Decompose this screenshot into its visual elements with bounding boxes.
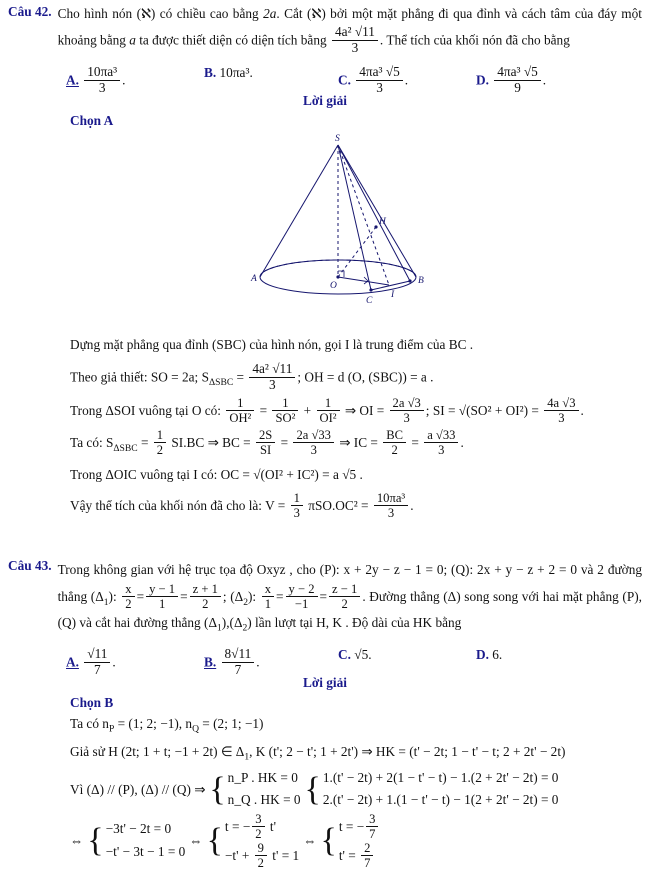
q43-statement-part-3: ; (Δ: [222, 589, 244, 605]
q43-answers: [8, 646, 642, 677]
q43-d1-x-num: x: [125, 581, 132, 596]
q42-step-3-f3n: 1: [324, 395, 332, 410]
figure-label-A: A: [251, 274, 257, 285]
q43-answer-d-tail: .: [498, 647, 503, 662]
figure-label-B: B: [418, 276, 424, 287]
q42-step-1: Dựng mặt phẳng qua đỉnh (SBC) của hình nón, gọi I là trung điểm của BC .: [70, 337, 474, 353]
q43-chosen-answer: Chọn B: [70, 695, 114, 710]
q43-statement-part-5: . Đường thẳng (Δ) song song với hai mặt phẳng (P),(Q) và cắt hai đường thẳng (Δ: [57, 589, 642, 631]
q42-area-fraction-num: 4a² √11: [334, 23, 375, 39]
q43-w3-right-stack: [323, 767, 559, 812]
q42-answer-c-den: 3: [356, 80, 403, 96]
q42-answer-b-key: B.: [204, 65, 217, 81]
q42-solution-steps: [70, 331, 642, 520]
q43-sub-4: 2: [242, 622, 248, 634]
q43-w4-brace-2: {: [206, 822, 223, 860]
q42-answer-c-num: 4πa³ √5: [359, 64, 400, 80]
q42-step-4-d: =: [277, 434, 292, 450]
q43-w4-system-1: [87, 818, 185, 863]
q43-w4-r2-frac: [361, 841, 373, 870]
q42-step-3-semi: ; SI = √(SO² + OI²) =: [425, 402, 543, 418]
q43-statement-part-2: ):: [108, 589, 121, 605]
q43-d2-x-den: 1: [262, 596, 274, 611]
q43-d1-y-num: y − 1: [149, 581, 176, 596]
q42-step-6-f1n: 1: [293, 491, 300, 506]
q42-step-3-frac-4: [390, 396, 424, 425]
q42-step-3-f5n: 4a √3: [547, 395, 576, 410]
q42-statement-part-5: ta được thiết diện có diện tích bằng: [135, 32, 330, 48]
q43-w3-right-brace: {: [304, 770, 321, 808]
q42-step-3-f4n: 2a √3: [392, 395, 421, 410]
question-42: [8, 4, 642, 524]
q43-statement-part-6: ),(Δ: [221, 615, 243, 631]
q43-w3-left-system: [209, 767, 300, 812]
q42-step-3-a: Trong ΔSOI vuông tại O có:: [70, 402, 225, 418]
cone-svg: [8, 131, 650, 323]
q43-w3-l1: n_P . HK = 0: [227, 769, 298, 785]
q42-step-5: Trong ΔOIC vuông tại I có: OC = √(OI² + IC²) = a √5 .: [70, 467, 363, 483]
q43-d2-z-den: 2: [329, 596, 360, 611]
q42-step-3-f3d: OI²: [317, 410, 340, 425]
q43-d2-z-num: z − 1: [332, 581, 358, 596]
q43-statement-row: [8, 558, 642, 637]
q43-w4-iff-3: ⇔: [303, 833, 317, 849]
cone-figure: [8, 131, 642, 323]
q42-answer-c-tail: .: [404, 72, 409, 88]
q43-w4-brace-3: {: [320, 822, 337, 860]
q43-d2-x-num: x: [264, 581, 272, 596]
q43-answer-d[interactable]: [476, 647, 502, 663]
q43-answer-b-tail: .: [256, 654, 260, 670]
q43-w4-m2: [225, 841, 299, 870]
q42-step-4-f: =: [408, 434, 423, 450]
q42-step-3: [70, 396, 642, 425]
q43-w4-m1: [225, 812, 299, 841]
q42-step-2-den: 3: [249, 377, 295, 393]
q42-answer-c-key: C.: [338, 72, 351, 88]
q43-statement: Trong không gian với hệ trục tọa độ Oxyz , cho (P): x + 2y − z − 1 = 0; (Q): 2x + y − z + 2 = 0 và 2 đường thẳng $(\Delta_1)$: $\frac{x}{2}$ = $\frac{y - 1}{1}$ = $\frac{z + 1}{2}$ ; $(\Delta_2)$: $\frac{x}{1}$ = $\frac{y - 2}{-1}$ = $\frac{z - 1}{2}$ . Đường thẳng (Δ) song song với hai mặt phẳng (P),(Q) và cắt hai đường thẳng $(\Delta_1),(\Delta_2)$ lần lượt tại H, K . Độ dài của HK bằng: [57, 562, 642, 634]
figure-label-H: H: [379, 217, 386, 228]
q43-d1-frac-x: [122, 582, 134, 611]
q42-step-3-eq: =: [256, 402, 271, 418]
q43-w1-c: = (2; 1; −1): [198, 716, 264, 731]
q43-w2-sub: 1: [244, 751, 250, 763]
q43-w4-stack-2: [225, 812, 299, 870]
q42-step-4-e: ⇒ IC =: [335, 434, 382, 450]
q43-w3-left-stack: [228, 767, 301, 812]
q43-w4-m2-num: 9: [257, 841, 264, 856]
q42-answer-a-den: 3: [84, 80, 120, 96]
q43-w2-a: Giả sử H (2t; 1 + t; −1 + 2t) ∈ Δ: [70, 743, 245, 759]
q42-area-fraction-den: 3: [332, 40, 378, 56]
q43-work-line-1: [70, 711, 642, 739]
q43-d1-frac-y: [146, 582, 178, 611]
figure-label-I: I: [391, 290, 395, 301]
q43-answer-a-value: [84, 647, 110, 678]
q42-step-3-frac-3: [317, 396, 340, 425]
q42-step-2-c: ; OH = d (O, (SBC)) = a .: [297, 369, 434, 385]
q43-w4-l2: −t' − 3t − 1 = 0: [105, 844, 186, 860]
q43-w4-stack-3: [339, 812, 381, 870]
q43-w4-m1-frac: [252, 812, 264, 841]
q42-step-4-b: =: [137, 434, 152, 450]
q43-answer-c[interactable]: [338, 647, 372, 663]
q42-chosen-answer: Chọn A: [70, 113, 114, 129]
q43-d2-frac-z: [329, 582, 360, 611]
q42-step-4-f2d: SI: [256, 442, 275, 457]
q42-step-3-end: .: [580, 402, 584, 418]
q42-answer-a-num: 10πa³: [87, 64, 118, 80]
q42-step-2-b: =: [233, 369, 248, 385]
q43-w4-iff-1: ⇔: [70, 833, 84, 849]
q43-answer-c-value: √5: [354, 647, 369, 662]
q42-step-4-f5d: 3: [424, 442, 458, 457]
q42-step-4-frac-1: [154, 428, 166, 457]
q42-step-4: [70, 428, 642, 458]
q42-step-4-frac-3: [293, 428, 334, 457]
q43-d1-x-den: 2: [122, 596, 134, 611]
q42-statement-part-3: . Cắt (ℵ) bởi một mặt phẳng đi qua đỉnh và cách tâm của đáy một khoảng bằng: [57, 6, 642, 48]
q43-w4-r2-den: 7: [361, 855, 373, 870]
q42-step-6-f1d: 3: [291, 505, 303, 520]
q42-answer-b-value: 10πa³: [219, 65, 250, 81]
q43-d2-frac-y: [286, 582, 318, 611]
q42-label: Câu 42.: [8, 4, 52, 19]
q43-w1-b: = (1; 2; −1), n: [114, 716, 193, 731]
q42-step-2: [70, 362, 642, 393]
q43-w4-brace-1: {: [87, 822, 104, 860]
q42-answer-d-den: 9: [494, 80, 541, 96]
q43-answer-b-key: B.: [204, 654, 217, 670]
q43-answer-a-den: 7: [84, 662, 110, 678]
q43-answer-c-key: C.: [338, 647, 351, 662]
q42-answer-b[interactable]: [204, 65, 253, 81]
q43-d1-frac-z: [190, 582, 221, 611]
q43-w3-a: Vì (Δ) // (P), (Δ) // (Q) ⇒: [70, 781, 206, 797]
q43-d2-y-den: −1: [286, 596, 318, 611]
q43-work-line-4: [70, 812, 642, 870]
q43-d1-z-den: 2: [190, 596, 221, 611]
q43-w3-right-system: [305, 767, 559, 812]
q42-step-4-f4d: 2: [383, 442, 406, 457]
q42-solution-heading: Lời giải: [303, 93, 347, 109]
q43-w4-r1-den: 7: [366, 826, 378, 841]
q42-answer-a[interactable]: [66, 65, 126, 96]
q43-w4-m2-a: −t' +: [224, 848, 253, 864]
q43-w4-m1-den: 2: [252, 826, 264, 841]
q42-answer-d-tail: .: [542, 72, 547, 88]
q42-step-4-c: SI.BC ⇒ BC =: [168, 434, 254, 450]
q43-answer-a-tail: .: [112, 654, 116, 670]
q42-step-6: [70, 491, 642, 520]
figure-label-S: S: [335, 134, 340, 145]
q42-answer-c[interactable]: [338, 65, 408, 96]
q43-w4-m2-b: t' = 1: [268, 848, 300, 864]
q43-w3-l2: n_Q . HK = 0: [227, 792, 301, 808]
q42-statement-part-6: . Thể tích của khối nón đã cho bằng: [379, 32, 570, 48]
q42-answer-c-value: [356, 65, 403, 96]
q42-step-4-f2n: 2S: [258, 427, 273, 442]
q42-step-6-a: Vậy thể tích của khối nón đã cho là: V =: [70, 498, 289, 514]
q43-w4-r2: [339, 841, 381, 870]
q43-w2-b: , K (t'; 2 − t'; 1 + 2t') ⇒ HK = (t' − 2t; 1 − t' − t; 2 + 2t' − 2t): [249, 743, 566, 759]
q42-step-3-frac-1: [226, 396, 254, 425]
q42-statement: [58, 4, 642, 55]
q42-step-4-frac-4: [383, 428, 406, 457]
q43-w4-m1-a: t = −: [224, 819, 251, 835]
q43-w4-system-2: [207, 812, 300, 870]
q43-statement-part-7: ) lần lượt tại H, K . Độ dài của HK bằng: [247, 615, 462, 631]
q43-w4-r2-a: t' =: [338, 848, 360, 864]
q43-w4-r2-num: 2: [364, 841, 371, 856]
q42-step-3-imp: ⇒ OI =: [341, 402, 388, 418]
q43-solution-heading: Lời giải: [303, 675, 347, 690]
q42-statement-row: [8, 4, 642, 55]
q42-answer-a-value: [84, 65, 120, 96]
q42-step-3-f1n: 1: [237, 395, 244, 410]
q42-step-4-f4n: BC: [386, 427, 404, 442]
q42-step-3-f2n: 1: [282, 395, 289, 410]
q42-answer-d-key: D.: [476, 72, 489, 88]
q43-w3-left-brace: {: [209, 770, 226, 808]
q42-step-4-f1d: 2: [154, 442, 166, 457]
q43-answer-b-num: 8√11: [224, 646, 252, 661]
q42-step-6-frac-2: [374, 491, 408, 520]
q42-statement-part-1: Cho hình nón (ℵ) có chiều cao bằng: [57, 6, 264, 21]
q42-step-4-frac-5: [424, 428, 458, 457]
q42-step-6-c: .: [410, 498, 414, 514]
q42-statement-part-2: 2a: [263, 6, 277, 21]
q42-step-3-f1d: OH²: [226, 410, 254, 425]
q43-w1-sub-2: Q: [192, 723, 199, 735]
question-43: [8, 558, 642, 870]
q43-w4-m2-den: 2: [255, 855, 267, 870]
q43-d2-y-num: y − 2: [288, 581, 315, 596]
q43-w4-stack-1: [106, 818, 186, 863]
q42-answer-b-tail: .: [249, 65, 253, 81]
q43-sub-3: 1: [217, 622, 222, 634]
q43-w4-system-3: [320, 812, 380, 870]
q43-d1-z-num: z + 1: [192, 581, 218, 596]
q42-step-3-frac-5: [544, 396, 578, 425]
q42-step-4-g: .: [460, 434, 464, 450]
figure-label-O: O: [330, 281, 337, 292]
q43-w4-iff-2: ⇔: [189, 833, 203, 849]
q42-step-2-a: Theo giả thiết: SO = 2a; S: [70, 369, 209, 385]
q43-solution-work: [70, 711, 642, 870]
q42-step-3-f4d: 3: [390, 410, 424, 425]
q42-step-4-frac-2: [256, 428, 275, 457]
q43-answer-d-value: 6: [492, 647, 499, 662]
q43-w4-r1: [339, 812, 381, 841]
q42-step-2-sub: ΔSBC: [208, 376, 234, 388]
q42-step-4-f3n: 2a √33: [296, 427, 331, 442]
q43-label: Câu 43.: [8, 558, 52, 573]
q42-answers: [8, 64, 642, 96]
q42-step-6-f2n: 10πa³: [376, 491, 406, 506]
q43-w4-l1: −3t' − 2t = 0: [105, 821, 172, 837]
q43-w4-m1-num: 3: [255, 811, 262, 826]
q42-answer-d-value: [494, 65, 541, 96]
figure-label-C: C: [366, 296, 373, 307]
q43-w1-sub-1: P: [108, 723, 115, 735]
q42-area-fraction: [332, 25, 378, 56]
q43-d2-frac-x: [262, 582, 274, 611]
q43-answer-a-num: √11: [87, 646, 108, 661]
q43-w4-r1-num: 3: [369, 811, 376, 826]
q42-step-4-f1n: 1: [156, 427, 164, 442]
q43-w3-r2: 2.(t' − 2t) + 1.(1 − t' − t) − 1(2 + 2t' − 2t) = 0: [322, 792, 559, 808]
q42-step-3-f5d: 3: [544, 410, 578, 425]
q43-answer-a[interactable]: [66, 647, 116, 678]
q43-statement-part-1: Trong không gian với hệ trục tọa độ Oxyz , cho (P): x + 2y − z − 1 = 0; (Q): 2x + y − z + 2 = 0 và 2 đường thẳng (Δ: [57, 562, 642, 605]
q43-answer-c-tail: .: [368, 647, 372, 662]
q43-answer-b-den: 7: [222, 662, 255, 678]
q42-step-4-a: Ta có: S: [70, 434, 114, 450]
q42-step-4-f3d: 3: [293, 442, 334, 457]
q42-statement-part-4: a: [129, 32, 136, 48]
q43-statement-part-4: ):: [247, 589, 260, 605]
q42-step-6-b: πSO.OC² =: [304, 498, 372, 514]
q42-answer-a-key: A.: [66, 72, 79, 88]
q43-answer-d-key: D.: [476, 647, 489, 662]
q43-answer-b-value: [222, 647, 255, 678]
q43-work-line-3: [70, 767, 642, 812]
q43-w4-r1-frac: [366, 812, 378, 841]
q42-step-3-f2d: SO²: [272, 410, 298, 425]
q43-answer-b[interactable]: [204, 647, 260, 678]
q42-answer-a-tail: .: [122, 72, 126, 88]
q42-step-6-frac-1: [291, 491, 303, 520]
q43-d1-y-den: 1: [146, 596, 178, 611]
q43-sub-2: 2: [243, 596, 248, 608]
q42-answer-d[interactable]: [476, 65, 546, 96]
q43-answer-a-key: A.: [66, 654, 79, 670]
q43-w4-m1-b: t': [266, 819, 276, 835]
q43-w1-a: Ta có n: [70, 716, 109, 731]
q43-w4-m2-frac: [255, 841, 267, 870]
q42-step-4-sub: ΔSBC: [113, 442, 138, 454]
q42-step-4-f5n: a √33: [427, 427, 456, 442]
q42-answer-d-num: 4πa³ √5: [497, 64, 538, 80]
q42-step-3-plus: +: [300, 402, 315, 418]
q42-step-2-fraction: [249, 362, 295, 393]
q43-w3-r1: 1.(t' − 2t) + 2(1 − t' − t) − 1.(2 + 2t' − 2t) = 0: [322, 769, 559, 785]
q42-step-2-num: 4a² √11: [252, 360, 293, 376]
q42-step-3-frac-2: [272, 396, 298, 425]
q42-step-6-f2d: 3: [374, 505, 408, 520]
q43-w4-r1-a: t = −: [338, 819, 365, 835]
q43-sub-1: 1: [103, 596, 109, 608]
q43-work-line-2: [70, 739, 642, 767]
